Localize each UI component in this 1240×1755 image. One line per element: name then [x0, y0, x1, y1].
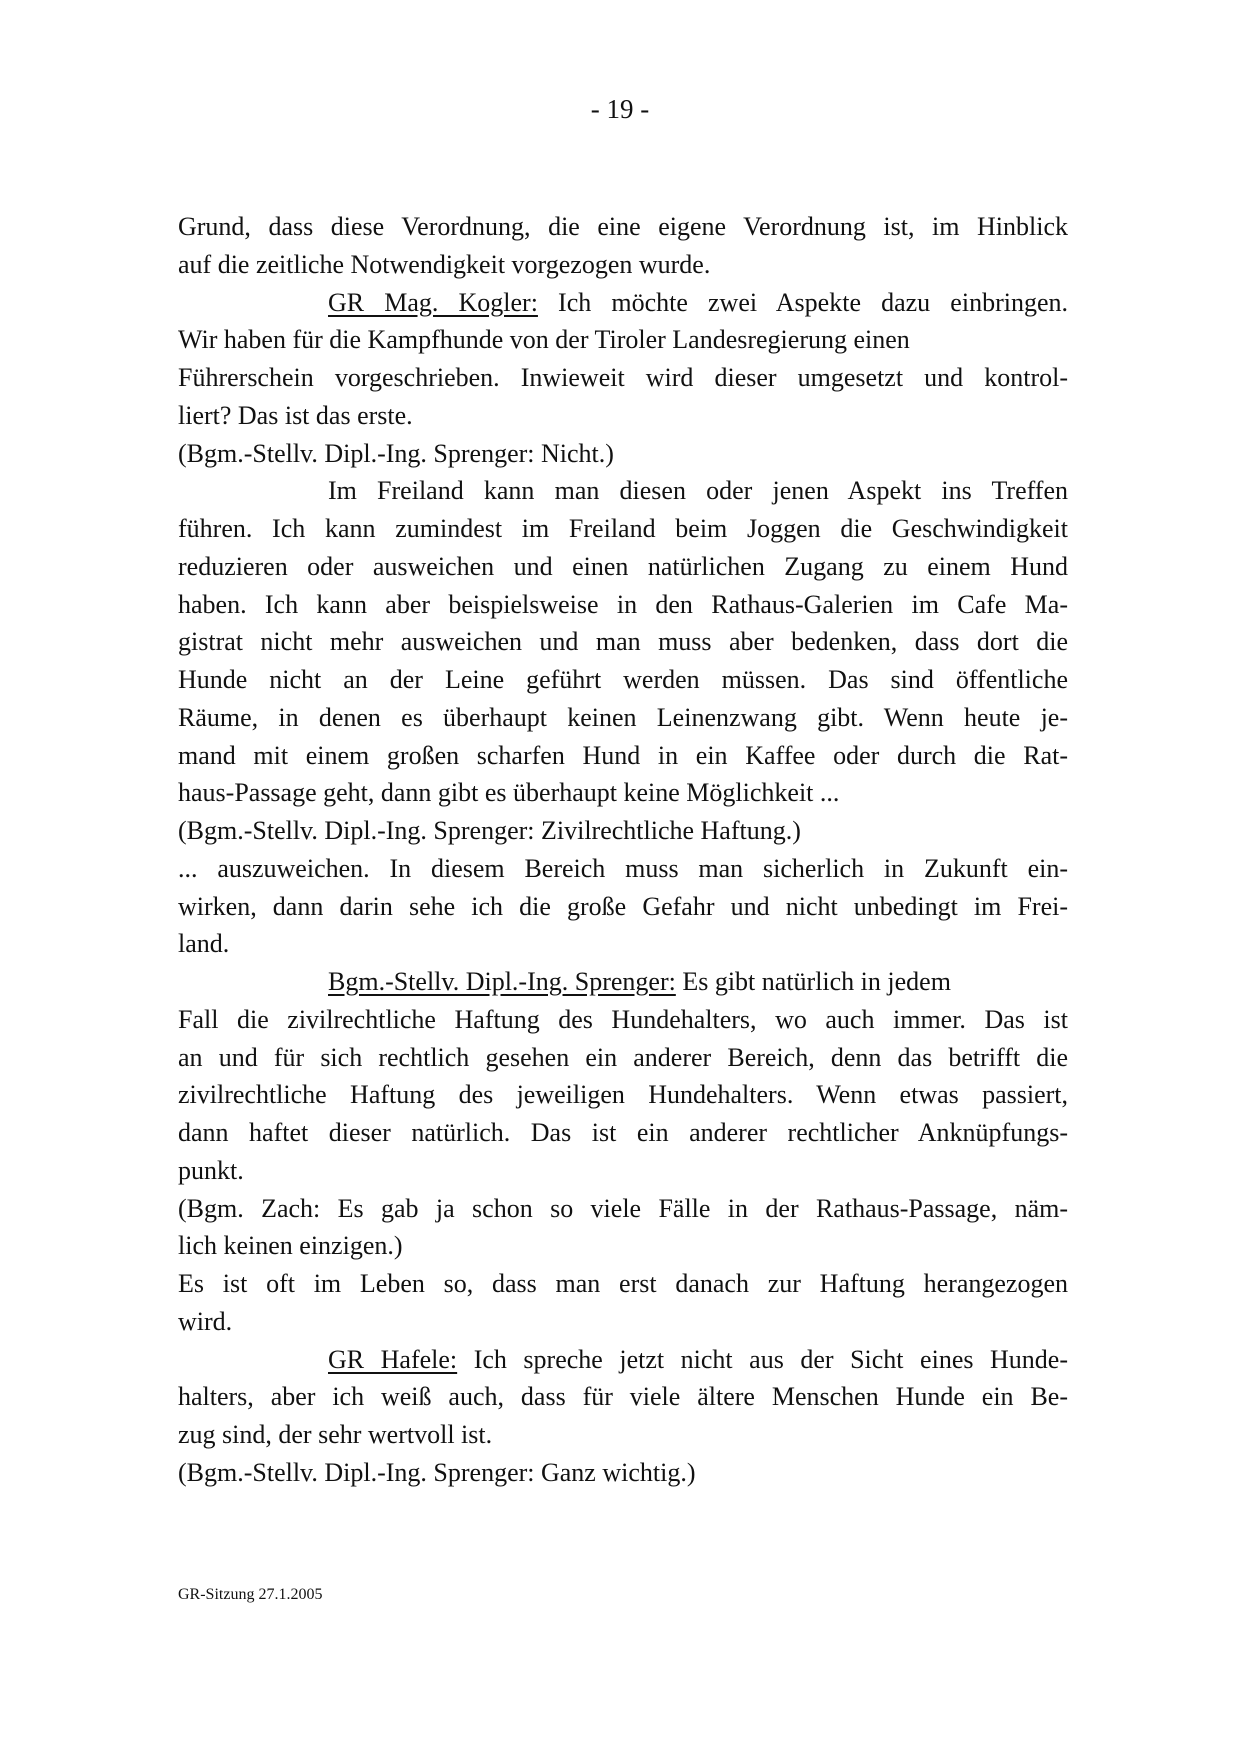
text-line: Grund, dass diese Verordnung, die eine eigene Verordnung ist, im Hinblick: [178, 212, 1068, 241]
text-line: gistrat nicht mehr ausweichen und man muss aber bedenken, dass dort die: [178, 627, 1068, 657]
text-line: zivilrechtliche Haftung des jeweiligen Hundehalters. Wenn etwas passiert,: [178, 1080, 1068, 1110]
document-body: [178, 208, 1068, 1492]
speaker-paragraph-line: [178, 963, 1068, 1001]
text-line: liert? Das ist das erste.: [178, 400, 413, 430]
text-line: Fall die zivilrechtliche Haftung des Hundehalters, wo auch immer. Das ist: [178, 1004, 1068, 1034]
interjection-line: lich keinen einzigen.): [178, 1231, 403, 1261]
speaker-name: Bgm.-Stellv. Dipl.-Ing. Sprenger:: [328, 967, 676, 996]
text-line: haben. Ich kann aber beispielsweise in den Rathaus-Galerien im Cafe Ma-: [178, 589, 1068, 619]
text-line: Hunde nicht an der Leine geführt werden müssen. Das sind öffentliche: [178, 665, 1068, 694]
speech-text: Es gibt natürlich in jedem: [675, 967, 951, 996]
interjection-line: (Bgm.-Stellv. Dipl.-Ing. Sprenger: Ganz wichtig.): [178, 1457, 696, 1487]
text-line: haus-Passage geht, dann gibt es überhaupt keine Möglichkeit ...: [178, 778, 840, 808]
interjection-line: (Bgm.-Stellv. Dipl.-Ing. Sprenger: Nicht.): [178, 438, 614, 468]
text-line: punkt.: [178, 1155, 244, 1185]
speaker-name: GR Hafele:: [328, 1344, 458, 1374]
text-line: auf die zeitliche Notwendigkeit vorgezogen wurde.: [178, 249, 711, 279]
text-line: Im Freiland kann man diesen oder jenen Aspekt ins Treffen: [328, 476, 1068, 506]
text-line: mand mit einem großen scharfen Hund in ein Kaffee oder durch die Rat-: [178, 740, 1068, 770]
text-line: Räume, in denen es überhaupt keinen Leinenzwang gibt. Wenn heute je-: [178, 702, 1068, 732]
text-line: Führerschein vorgeschrieben. Inwieweit wird dieser umgesetzt und kontrol-: [178, 363, 1068, 392]
text-line: wirken, dann darin sehe ich die große Gefahr und nicht unbedingt im Frei-: [178, 891, 1068, 921]
text-line: führen. Ich kann zumindest im Freiland beim Joggen die Geschwindigkeit: [178, 514, 1068, 543]
footer-session-date: GR-Sitzung 27.1.2005: [178, 1586, 323, 1603]
speaker-paragraph-line: [178, 1341, 1068, 1379]
page-number: - 19 -: [590, 94, 650, 124]
text-line: ... auszuweichen. In diesem Bereich muss man sicherlich in Zukunft ein-: [178, 853, 1068, 883]
text-line: land.: [178, 929, 230, 959]
text-line: zug sind, der sehr wertvoll ist.: [178, 1420, 493, 1449]
interjection-line: (Bgm.-Stellv. Dipl.-Ing. Sprenger: Zivilrechtliche Haftung.): [178, 816, 801, 845]
text-line: halters, aber ich weiß auch, dass für viele ältere Menschen Hunde ein Be-: [178, 1382, 1068, 1412]
speech-text: Ich möchte zwei Aspekte dazu einbringen.: [537, 287, 1068, 317]
text-line: dann haftet dieser natürlich. Das ist ein anderer rechtlicher Anknüpfungs-: [178, 1118, 1068, 1147]
text-line: reduzieren oder ausweichen und einen natürlichen Zugang zu einem Hund: [178, 551, 1068, 581]
speaker-paragraph-line: [178, 284, 1068, 322]
text-line: wird.: [178, 1306, 233, 1336]
speaker-name: GR Mag. Kogler:: [328, 287, 538, 317]
text-line: an und für sich rechtlich gesehen ein anderer Bereich, denn das betrifft die: [178, 1042, 1068, 1072]
interjection-line: (Bgm. Zach: Es gab ja schon so viele Fälle in der Rathaus-Passage, näm-: [178, 1193, 1068, 1223]
text-line: Es ist oft im Leben so, dass man erst danach zur Haftung herangezogen: [178, 1269, 1068, 1298]
speech-text: Ich spreche jetzt nicht aus der Sicht eines Hunde-: [457, 1344, 1068, 1374]
text-line: Wir haben für die Kampfhunde von der Tiroler Landesregierung einen: [178, 325, 910, 355]
